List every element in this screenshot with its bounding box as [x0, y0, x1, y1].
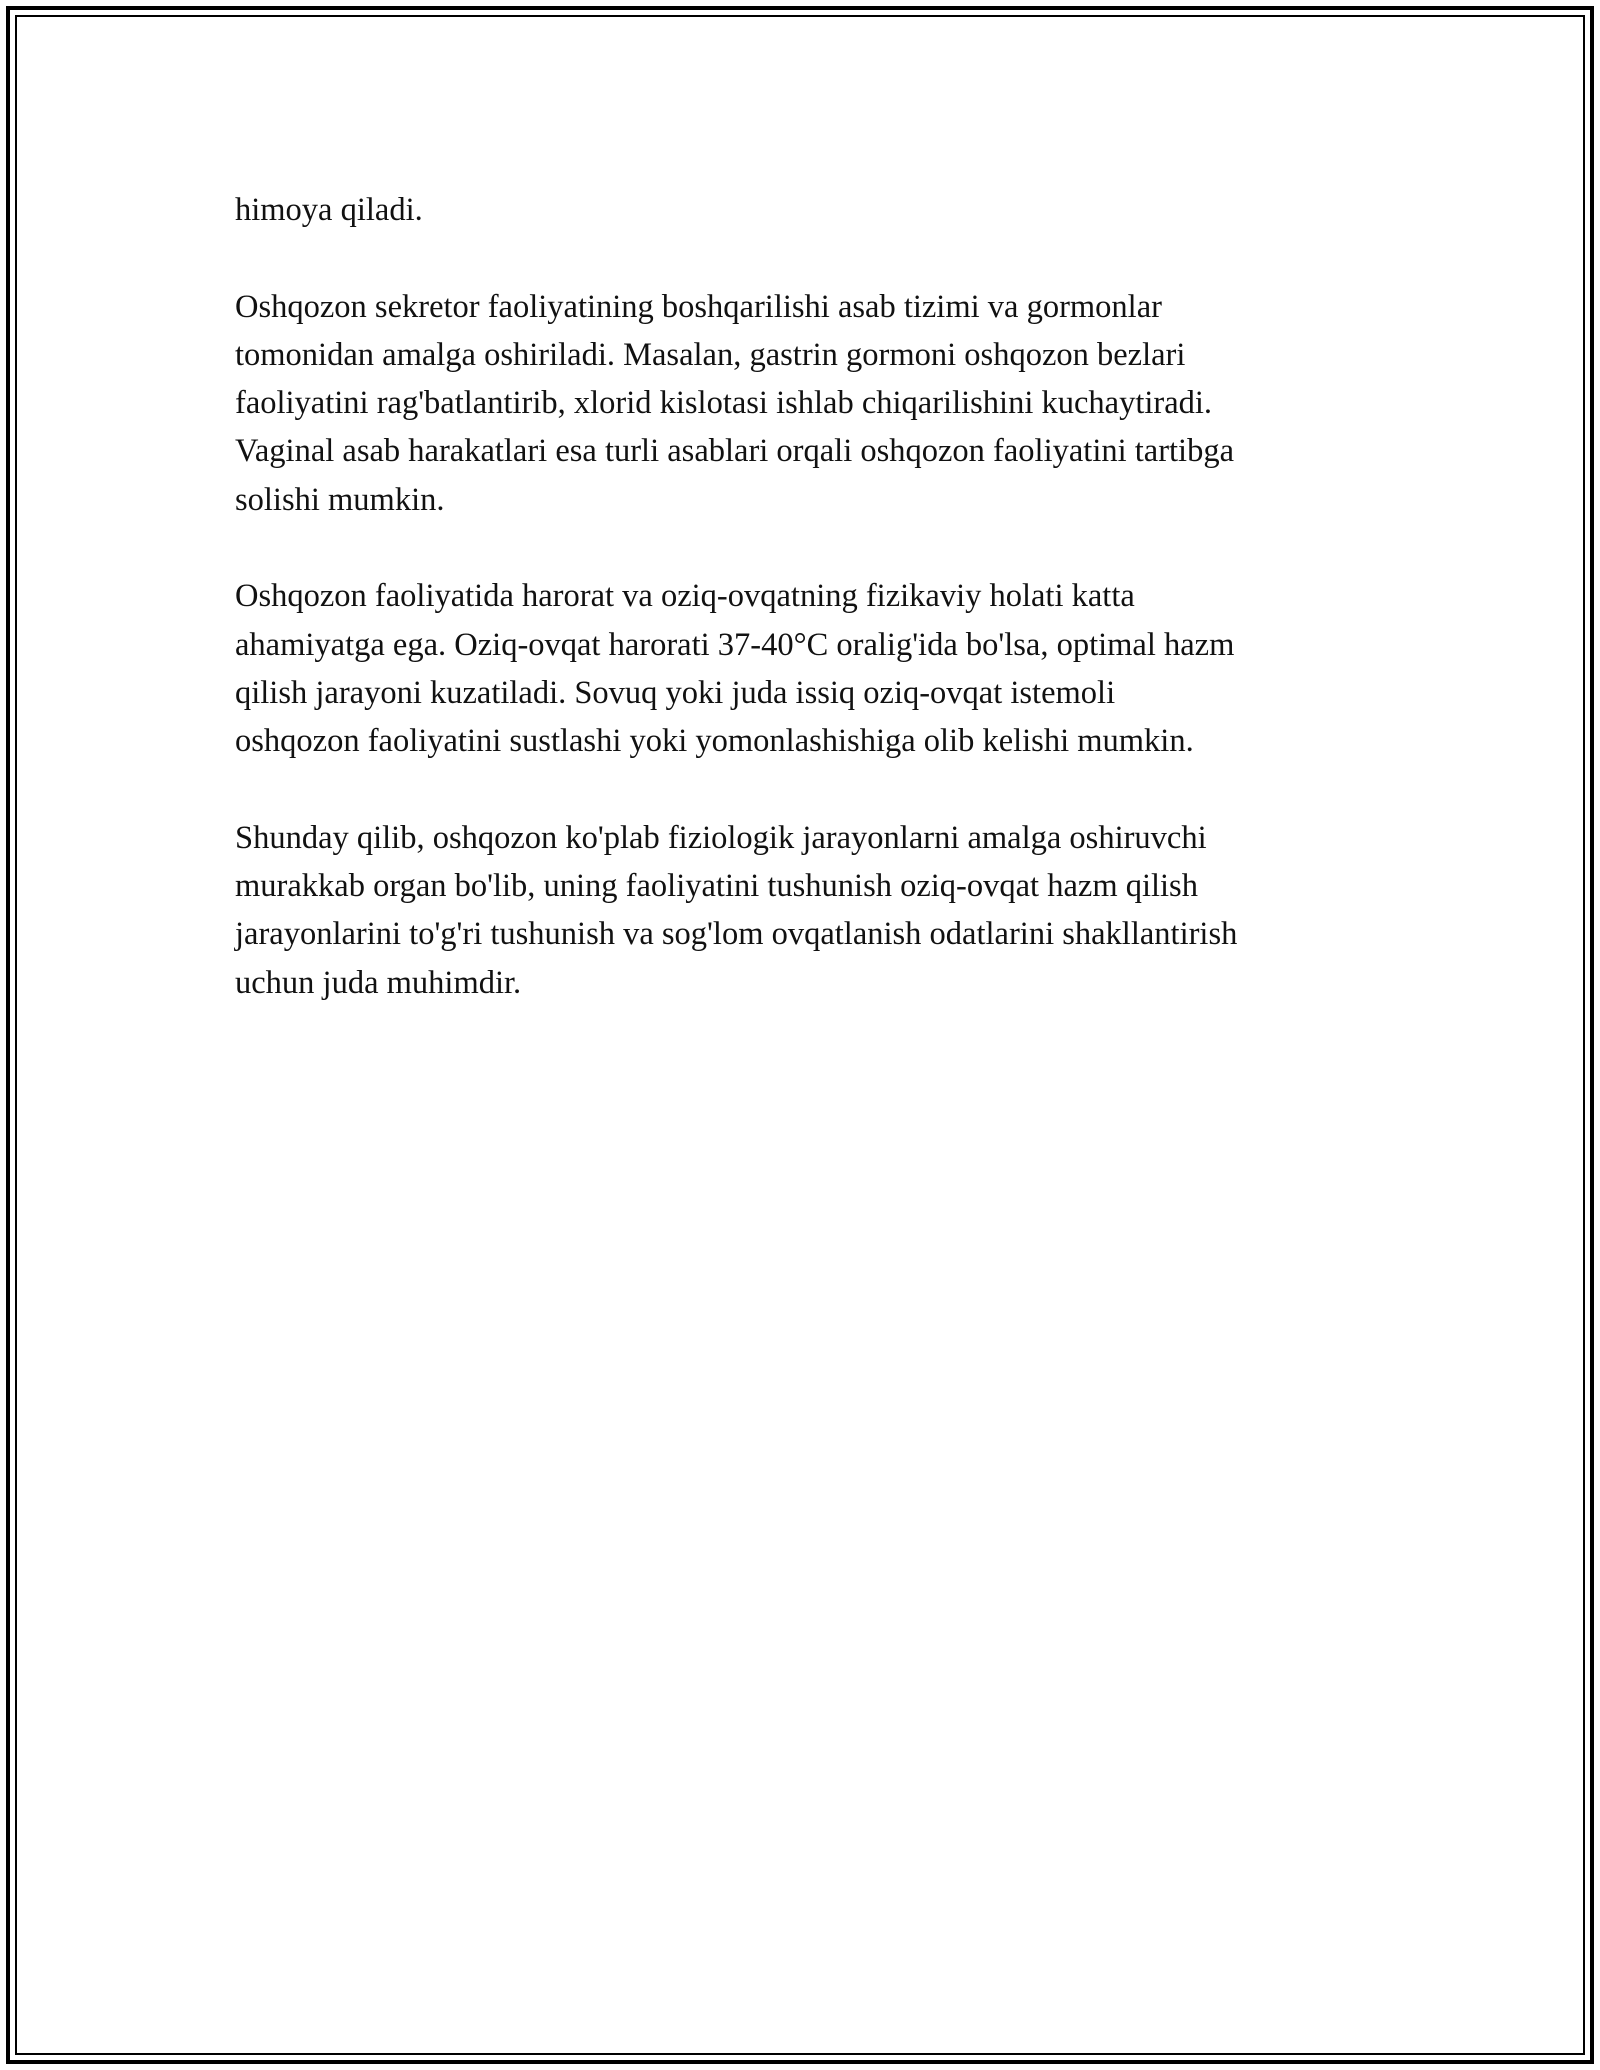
paragraph-continuation: himoya qiladi. [235, 192, 423, 228]
paragraph-temperature: Oshqozon faoliyatida harorat va oziq-ovqatning fizikaviy holati katta ahamiyatga ega. Oziq-ovqat harorati 37-40°C oralig'ida bo'lsa, optimal hazm qilish jarayoni kuzatiladi. Sovuq yoki juda issiq oziq-ovqat istemoli oshqozon faoliyatini sustlashi yoki yomonlashishiga olib kelishi mumkin. [235, 578, 1235, 760]
paragraph-conclusion: Shunday qilib, oshqozon ko'plab fiziologik jarayonlarni amalga oshiruvchi murakkab organ bo'lib, uning faoliyatini tushunish oziq-ovqat hazm qilish jarayonlarini to'g'ri tushunish va sog'lom ovqatlanish odatlarini shakllantirish uchun juda muhimdir. [235, 819, 1238, 1001]
document-body [235, 186, 1375, 1055]
paragraph-secretory-regulation: Oshqozon sekretor faoliyatining boshqarilishi asab tizimi va gormonlar tomonidan amalga oshiriladi. Masalan, gastrin gormoni oshqozon bezlari faoliyatini rag'batlantirib, xlorid kislotasi ishlab chiqarilishini kuchaytiradi. Vaginal asab harakatlari esa turli asablari orqali oshqozon faoliyatini tartibga solishi mumkin. [235, 288, 1235, 518]
